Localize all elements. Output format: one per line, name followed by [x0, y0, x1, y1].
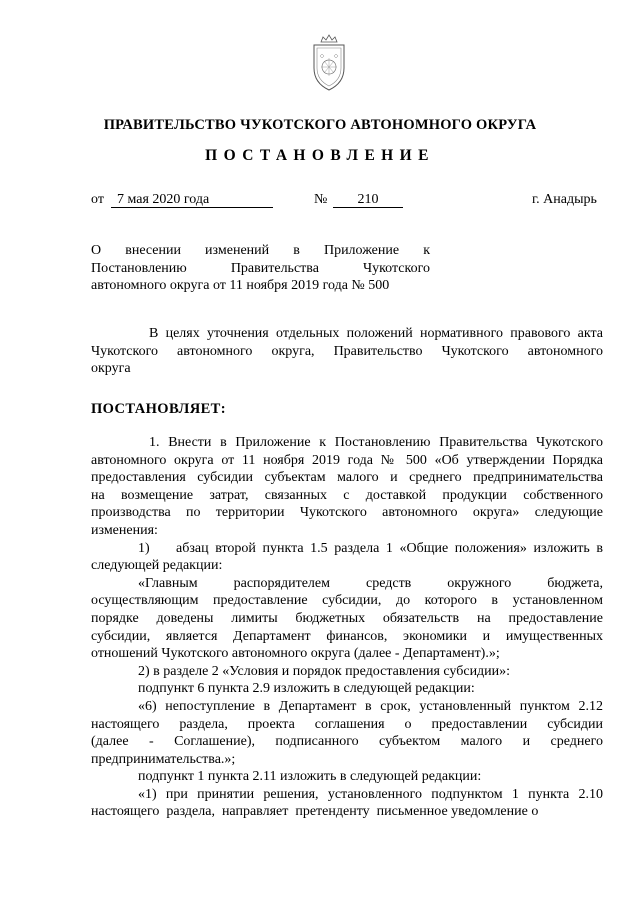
body-line: «1) при принятии решения, установленного подпунктом 1 пункта 2.10 — [138, 786, 603, 802]
subject-line: Постановлению Правительства Чукотского — [91, 260, 430, 276]
body-line: осуществляющим предоставление субсидии, до которого в установленном — [91, 593, 603, 609]
document-number: 210 — [333, 192, 403, 208]
emblem-snowflake — [321, 58, 337, 76]
subject-line: О внесении изменений в Приложение к — [91, 243, 430, 258]
body-line: следующей редакции: — [91, 558, 223, 574]
body-line: изменения: — [91, 522, 158, 538]
body-line: предпринимательства.»; — [91, 751, 236, 767]
body-line: настоящего раздела, проекта соглашения о предоставлении субсидии — [91, 716, 603, 732]
date-prefix: от — [91, 192, 104, 207]
body-line: 2) в разделе 2 «Условия и порядок предоставления субсидии»: — [138, 663, 511, 679]
body-line: субсидии, является Департамент финансов, экономики и имущественных — [91, 628, 603, 644]
body-line: подпункт 6 пункта 2.9 изложить в следующей редакции: — [138, 681, 475, 697]
body-line: производства по территории Чукотского автономного округа» следующие — [91, 505, 603, 521]
preamble-line: округа — [91, 361, 131, 377]
body-line: «6) непоступление в Департамент в срок, установленный пунктом 2.12 — [138, 698, 603, 714]
body-line: автономного округа от 11 ноября 2019 года № 500 «Об утверждении Порядка — [91, 452, 603, 468]
government-heading: ПРАВИТЕЛЬСТВО ЧУКОТСКОГО АВТОНОМНОГО ОКРУГА — [103, 117, 537, 133]
body-line: предоставления субсидии субъектам малого и среднего предпринимательства — [91, 470, 603, 486]
subject-line: автономного округа от 11 ноября 2019 года № 500 — [91, 278, 390, 294]
number-sign: № — [314, 192, 328, 207]
body-line: (далее - Соглашение), подписанного субъектом малого и среднего — [91, 734, 603, 750]
emblem-left-figure — [320, 55, 324, 58]
body-line: подпункт 1 пункта 2.11 изложить в следующей редакции: — [138, 769, 482, 785]
document-type-heading: ПОСТАНОВЛЕНИЕ — [205, 147, 435, 164]
body-line: «Главным распорядителем средств окружного бюджета, — [138, 575, 603, 591]
document-date: 7 мая 2020 года — [111, 192, 273, 208]
city: г. Анадырь — [532, 192, 597, 207]
resolution-body — [91, 434, 603, 821]
body-line: отношений Чукотского автономного округа (далее - Департамент).»; — [91, 646, 500, 662]
body-line: настоящего раздела, направляет претенденту письменное уведомление о — [91, 804, 539, 820]
body-line: 1. Внести в Приложение к Постановлению Правительства Чукотского — [149, 435, 603, 450]
document-subject — [91, 242, 430, 295]
resolves-heading: ПОСТАНОВЛЯЕТ: — [91, 401, 226, 417]
preamble — [91, 325, 603, 378]
body-line: порядке доведены лимиты бюджетных обязательств на предоставление — [91, 610, 603, 626]
preamble-line: В целях уточнения отдельных положений нормативного правового акта — [149, 326, 603, 341]
emblem-crown — [321, 35, 337, 42]
emblem-right-figure — [334, 55, 338, 58]
body-line: на возмещение затрат, связанных с доставкой продукции собственного — [91, 487, 603, 503]
body-line: 1) абзац второй пункта 1.5 раздела 1 «Общие положения» изложить в — [138, 540, 603, 556]
coat-of-arms-emblem — [309, 34, 349, 94]
preamble-line: Чукотского автономного округа, Правительство Чукотского автономного — [91, 343, 603, 359]
